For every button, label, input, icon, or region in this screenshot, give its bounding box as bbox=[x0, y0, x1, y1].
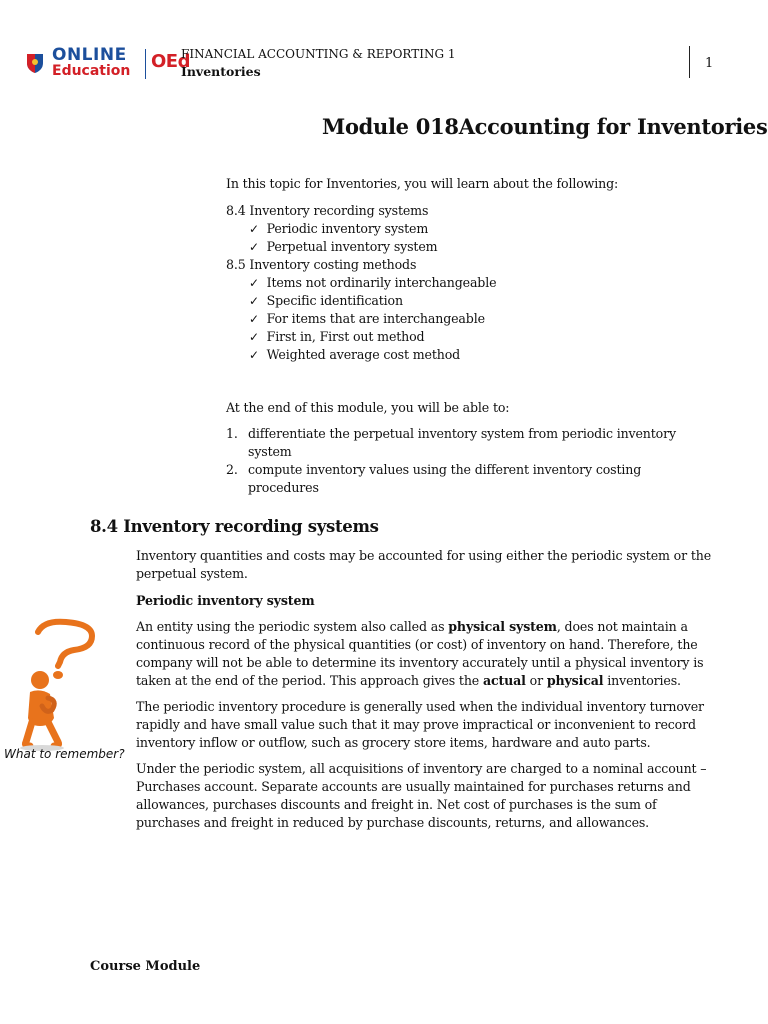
list-item: ✓ Specific identification bbox=[249, 293, 403, 308]
check-icon: ✓ bbox=[249, 330, 259, 344]
paragraph-line: Purchases account. Separate accounts are usually maintained for purchases returns and bbox=[136, 779, 691, 794]
what-to-remember-figure bbox=[0, 618, 130, 766]
svg-text:What to remember?: What to remember? bbox=[4, 747, 125, 761]
paragraph-line: Inventory quantities and costs may be accounted for using either the periodic system or the bbox=[136, 548, 711, 563]
logo-online-text: ONLINE bbox=[52, 45, 127, 65]
topic-heading: 8.5 Inventory costing methods bbox=[226, 257, 417, 272]
section-heading: 8.4 Inventory recording systems bbox=[90, 517, 379, 536]
online-education-logo bbox=[22, 45, 190, 86]
check-icon: ✓ bbox=[249, 276, 259, 290]
check-icon: ✓ bbox=[249, 240, 259, 254]
list-item: ✓ Items not ordinarily interchangeable bbox=[249, 275, 497, 290]
paragraph-line: purchases and freight in reduced by purchase discounts, returns, and allowances. bbox=[136, 815, 650, 830]
list-item: ✓ Periodic inventory system bbox=[249, 221, 429, 236]
module-title: Module 018Accounting for Inventories bbox=[322, 114, 768, 139]
objective-line: system bbox=[248, 444, 292, 459]
paragraph-line: continuous record of the physical quantities (or cost) of inventory on hand. Therefore, the bbox=[136, 637, 698, 652]
list-item: ✓ Weighted average cost method bbox=[249, 347, 461, 362]
check-icon: ✓ bbox=[249, 222, 259, 236]
footer-course-module: Course Module bbox=[90, 959, 201, 974]
paragraph-line: The periodic inventory procedure is generally used when the individual inventory turnover bbox=[136, 699, 704, 714]
objective-number: 2. bbox=[226, 462, 238, 477]
paragraph-line: An entity using the periodic system also called as physical system, does not maintain a bbox=[136, 619, 688, 634]
objective-line: compute inventory values using the different inventory costing bbox=[248, 462, 642, 477]
topic-heading: 8.4 Inventory recording systems bbox=[226, 203, 429, 218]
header-divider bbox=[689, 46, 690, 78]
objective-number: 1. bbox=[226, 426, 238, 441]
paragraph-line: perpetual system. bbox=[136, 566, 248, 581]
objectives-intro: At the end of this module, you will be able to: bbox=[226, 400, 510, 415]
paragraph-line: company will not be able to determine its inventory accurately until a physical inventory is bbox=[136, 655, 704, 670]
paragraph-line: inventory inflow or outflow, such as grocery store items, hardware and auto parts. bbox=[136, 735, 651, 750]
page-number: 1 bbox=[705, 56, 714, 71]
subheading: Periodic inventory system bbox=[136, 593, 315, 608]
crest-icon bbox=[26, 52, 44, 74]
check-icon: ✓ bbox=[249, 312, 259, 326]
objective-line: procedures bbox=[248, 480, 319, 495]
list-item: ✓ Perpetual inventory system bbox=[249, 239, 438, 254]
paragraph-line: allowances, purchases discounts and freight in. Net cost of purchases is the sum of bbox=[136, 797, 657, 812]
logo-education-text: Education bbox=[52, 63, 131, 79]
check-icon: ✓ bbox=[249, 294, 259, 308]
topic-title: Inventories bbox=[181, 64, 261, 79]
list-item: ✓ For items that are interchangeable bbox=[249, 311, 485, 326]
check-icon: ✓ bbox=[249, 348, 259, 362]
logo-oed-text: OEd bbox=[151, 51, 190, 72]
intro-text: In this topic for Inventories, you will learn about the following: bbox=[226, 176, 619, 191]
paragraph-line: Under the periodic system, all acquisitions of inventory are charged to a nominal account – bbox=[136, 761, 707, 776]
thinking-figure-icon bbox=[0, 618, 130, 766]
course-title: FINANCIAL ACCOUNTING & REPORTING 1 bbox=[181, 47, 456, 61]
paragraph-line: rapidly and have small value such that it may prove impractical or inconvenient to record bbox=[136, 717, 696, 732]
paragraph-line: taken at the end of the period. This approach gives the actual or physical inventories. bbox=[136, 673, 681, 688]
objective-line: differentiate the perpetual inventory system from periodic inventory bbox=[248, 426, 676, 441]
logo-divider bbox=[145, 49, 146, 79]
list-item: ✓ First in, First out method bbox=[249, 329, 425, 344]
